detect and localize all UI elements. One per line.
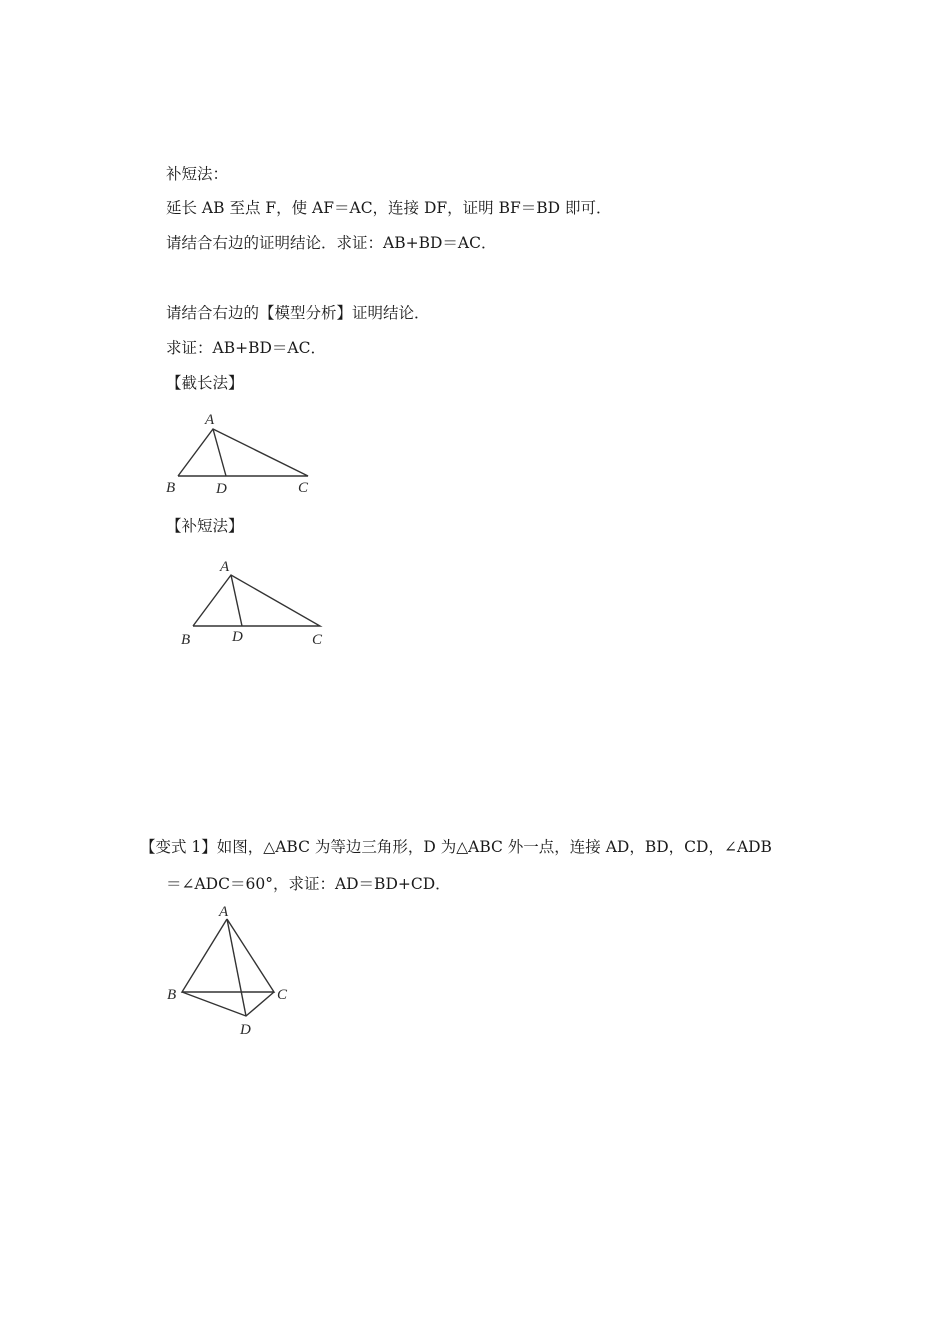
section2-prove: 求证：AB+BD＝AC． bbox=[166, 339, 326, 357]
label-c: C bbox=[312, 632, 323, 648]
figure-jiechang-triangle bbox=[160, 404, 330, 504]
method1-title: 【截长法】 bbox=[166, 374, 244, 392]
label-a: A bbox=[205, 412, 215, 428]
method2-title: 【补短法】 bbox=[166, 517, 244, 535]
label-a: A bbox=[220, 559, 230, 575]
segments-bd-dc bbox=[182, 992, 274, 1016]
segment-ad bbox=[231, 575, 242, 626]
section1-heading: 补短法： bbox=[166, 165, 229, 183]
variant1-line1: 【变式 1】如图，△ABC 为等边三角形，D 为△ABC 外一点，连接 AD，BD，CD，∠ADB bbox=[140, 838, 772, 856]
label-a: A bbox=[219, 904, 229, 920]
figure-buduan-triangle bbox=[170, 552, 340, 656]
section2-instruction: 请结合右边的【模型分析】证明结论． bbox=[166, 304, 430, 322]
label-c: C bbox=[277, 987, 288, 1003]
triangle-abc-outline bbox=[193, 575, 320, 626]
triangle-abc-outline bbox=[178, 429, 308, 476]
label-b: B bbox=[167, 987, 177, 1003]
label-d: D bbox=[240, 1022, 251, 1038]
segment-ad bbox=[213, 429, 226, 476]
figure-equilateral-triangle bbox=[160, 902, 300, 1046]
label-b: B bbox=[181, 632, 191, 648]
variant1-line2: ＝∠ADC＝60°，求证：AD＝BD+CD． bbox=[166, 875, 451, 893]
section1-step: 延长 AB 至点 F，使 AF＝AC，连接 DF，证明 BF＝BD 即可． bbox=[166, 199, 612, 217]
label-b: B bbox=[166, 480, 176, 496]
label-d: D bbox=[232, 629, 243, 645]
section1-prove: 请结合右边的证明结论．求证：AB+BD＝AC． bbox=[166, 234, 497, 252]
label-d: D bbox=[216, 481, 227, 497]
label-c: C bbox=[298, 480, 309, 496]
triangle-abc-outline bbox=[182, 919, 274, 992]
